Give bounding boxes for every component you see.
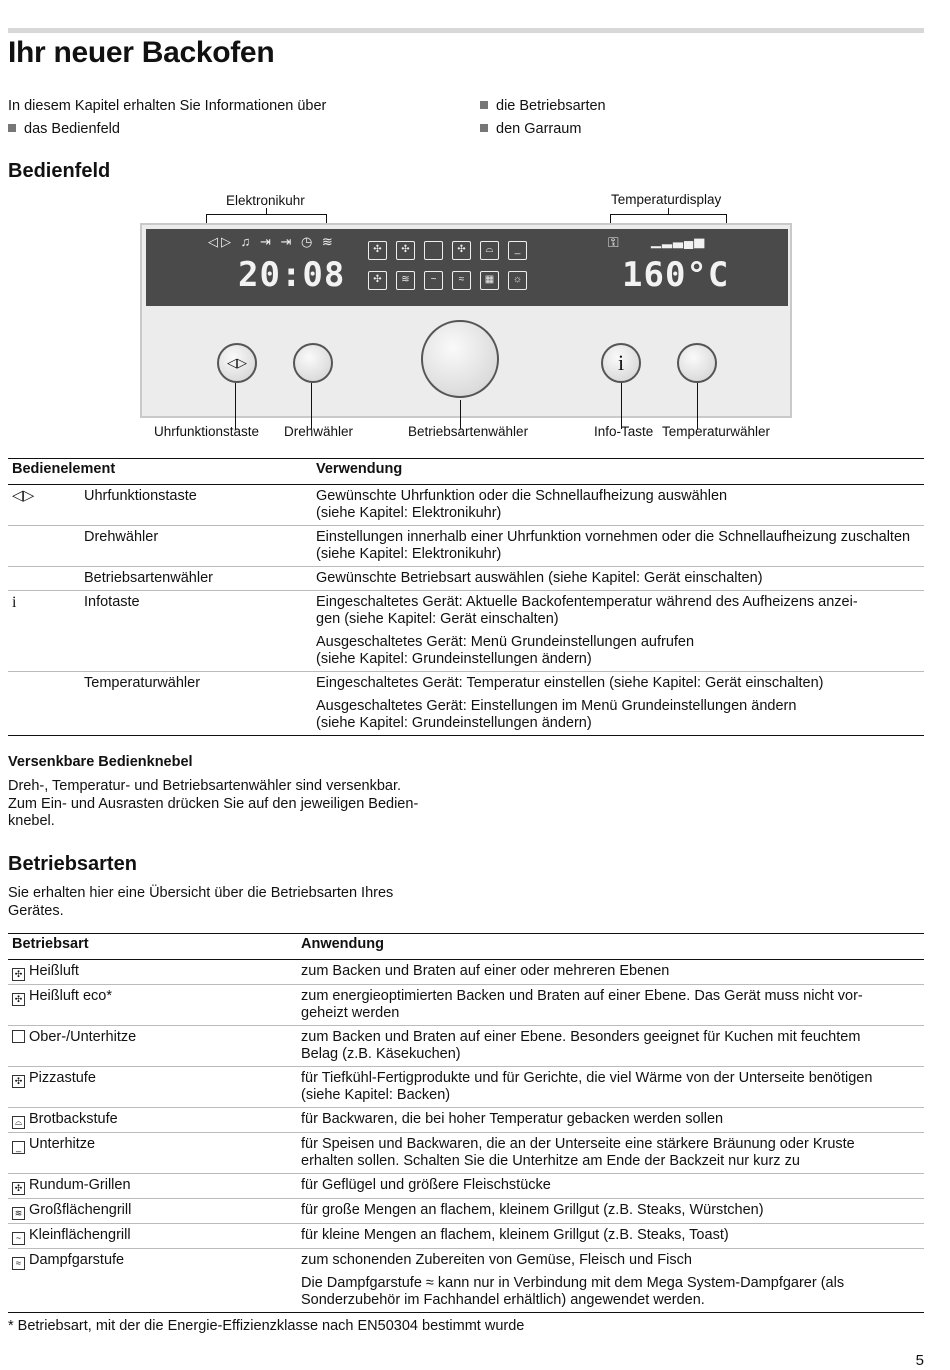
fan-eco-icon: ✣ xyxy=(12,993,25,1006)
versenkbar-text: Dreh-, Temperatur- und Betriebsartenwähler sind versenkbar. Zum Ein- und Ausrasten drücken Sie auf den jeweiligen Bedien- knebel. xyxy=(8,778,419,829)
grill-large-icon: ≋ xyxy=(396,271,415,290)
table-row: ~ Kleinflächengrill für kleine Mengen an flachem, kleinem Grillgut (z.B. Steaks, Toast) xyxy=(8,1224,924,1249)
modes-table xyxy=(8,933,924,1313)
table-row: Ober-/Unterhitze zum Backen und Braten auf einer Ebene. Besonders geeignet für Kuchen mit feuchtem Belag (z.B. Käsekuchen) xyxy=(8,1026,924,1067)
info-icon: i xyxy=(8,591,80,672)
callout-temperaturwaehler: Temperaturwähler xyxy=(662,424,771,439)
temperature-selector-knob[interactable] xyxy=(677,343,717,383)
display-screen xyxy=(146,229,788,306)
grill-small-icon: ~ xyxy=(12,1232,25,1245)
callout-drehwaehler: Drehwähler xyxy=(284,424,354,439)
grill-fan-icon: ✣ xyxy=(12,1182,25,1195)
intro-left xyxy=(8,95,468,141)
bread-icon: ⌓ xyxy=(480,241,499,260)
pizza-icon: ✣ xyxy=(452,241,471,260)
grid-icon: ▦ xyxy=(480,271,499,290)
grill-fan-icon: ✣ xyxy=(368,271,387,290)
bullet-icon xyxy=(480,101,488,109)
column-header: Anwendung xyxy=(297,934,924,960)
grill-large-icon: ≋ xyxy=(12,1207,25,1220)
column-header: Betriebsart xyxy=(8,934,297,960)
footnote: * Betriebsart, mit der die Energie-Effizienzklasse nach EN50304 bestimmt wurde xyxy=(8,1318,525,1334)
callout-elektronikuhr: Elektronikuhr xyxy=(226,193,305,208)
intro-lead: In diesem Kapitel erhalten Sie Informationen über xyxy=(8,98,327,114)
callout-uhrfunktionstaste: Uhrfunktionstaste xyxy=(154,424,260,439)
bottom-heat-icon: _ xyxy=(508,241,527,260)
table-row: ≋ Großflächengrill für große Mengen an flachem, kleinem Grillgut (z.B. Steaks, Würstchen) xyxy=(8,1199,924,1224)
top-bottom-heat-icon xyxy=(12,1030,25,1043)
callout-temperaturdisplay: Temperaturdisplay xyxy=(611,192,722,207)
top-rule xyxy=(8,28,924,33)
temperature-readout: 160°C xyxy=(622,255,730,295)
info-button[interactable]: i xyxy=(601,343,641,383)
page-number: 5 xyxy=(915,1352,924,1369)
callout-infotaste: Info-Taste xyxy=(594,424,654,439)
pizza-icon: ✣ xyxy=(12,1075,25,1088)
betriebsarten-intro: Sie erhalten hier eine Übersicht über die Betriebsarten Ihres Gerätes. xyxy=(8,885,394,919)
key-icon: ⚿ xyxy=(608,234,619,250)
table-row: i Infotaste Eingeschaltetes Gerät: Aktuelle Backofentemperatur während des Aufheizens anzei- gen (siehe Kapitel: Gerät einschalten) Ausgeschaltetes Gerät: Menü Grundeinstellungen aufrufen (siehe Kapitel: Grundeinstellungen ändern) xyxy=(8,591,924,672)
steam-icon: ≈ xyxy=(12,1257,25,1270)
column-header: Verwendung xyxy=(312,459,924,485)
table-row: ✣ Rundum-Grillen für Geflügel und größere Fleischstücke xyxy=(8,1174,924,1199)
bread-icon: ⌓ xyxy=(12,1116,25,1129)
subheading-versenkbar: Versenkbare Bedienknebel xyxy=(8,754,193,770)
table-row: Betriebsartenwähler Gewünschte Betriebsart auswählen (siehe Kapitel: Gerät einschalten) xyxy=(8,567,924,591)
heat-level-bars-icon: ▁▂▃▄▅ xyxy=(651,233,706,248)
table-row: ◁▷ Uhrfunktionstaste Gewünschte Uhrfunktion oder die Schnellaufheizung auswählen (siehe Kapitel: Elektronikuhr) xyxy=(8,485,924,526)
table-row: ✣ Pizzastufe für Tiefkühl-Fertigprodukte und für Gerichte, die viel Wärme von der Unterseite benötigen (siehe Kapitel: Backen) xyxy=(8,1067,924,1108)
bullet-icon xyxy=(480,124,488,132)
table-row: ✣ Heißluft eco* zum energieoptimierten Backen und Braten auf einer Ebene. Das Gerät muss nicht vor- geheizt werden xyxy=(8,985,924,1026)
bottom-heat-icon: _ xyxy=(12,1141,25,1154)
column-header: Bedienelement xyxy=(8,459,312,485)
mode-selector-knob[interactable] xyxy=(421,320,499,398)
intro-item: die Betriebsarten xyxy=(480,95,920,118)
table-row: Temperaturwähler Eingeschaltetes Gerät: Temperatur einstellen (siehe Kapitel: Gerät einschalten) Ausgeschaltetes Gerät: Einstellungen im Menü Grundeinstellungen ändern (siehe Kapitel: Grundeinstellungen ändern) xyxy=(8,672,924,736)
clock-function-icons: ◁▷ ♫ ⇥ ⇥ ◷ ≋ xyxy=(208,234,336,249)
lamp-icon: ☼ xyxy=(508,271,527,290)
grill-small-icon: ~ xyxy=(424,271,443,290)
table-row: Drehwähler Einstellungen innerhalb einer Uhrfunktion vornehmen oder die Schnellaufheizung zuschalten (siehe Kapitel: Elektronikuhr) xyxy=(8,526,924,567)
section-heading-bedienfeld: Bedienfeld xyxy=(8,160,111,182)
control-panel-illustration xyxy=(140,190,800,440)
table-row: ✣ Heißluft zum Backen und Braten auf einer oder mehreren Ebenen xyxy=(8,960,924,985)
clock-function-icon: ◁▷ xyxy=(12,488,35,504)
section-heading-betriebsarten: Betriebsarten xyxy=(8,853,137,875)
fan-icon: ✣ xyxy=(12,968,25,981)
fan-eco-icon: ✣ xyxy=(396,241,415,260)
table-row: _ Unterhitze für Speisen und Backwaren, die an der Unterseite eine stärkere Bräunung oder Kruste erhalten sollen. Schalten Sie die Unterhitze am Ende der Backzeit nur kurz zu xyxy=(8,1133,924,1174)
clock-function-button[interactable]: ◁▷ xyxy=(217,343,257,383)
intro-right xyxy=(480,95,920,141)
fan-icon: ✣ xyxy=(368,241,387,260)
bullet-icon xyxy=(8,124,16,132)
controls-table xyxy=(8,458,924,736)
rotary-selector-knob[interactable] xyxy=(293,343,333,383)
page-title: Ihr neuer Backofen xyxy=(8,36,275,69)
oven-panel xyxy=(140,223,792,418)
top-bottom-heat-icon xyxy=(424,241,443,260)
intro-item: den Garraum xyxy=(480,118,920,141)
steam-icon: ≈ xyxy=(452,271,471,290)
clock-readout: 20:08 xyxy=(238,255,346,295)
intro-item: das Bedienfeld xyxy=(8,118,468,141)
callout-betriebsartenwaehler: Betriebsartenwähler xyxy=(408,424,529,439)
table-row: ≈ Dampfgarstufe zum schonenden Zubereiten von Gemüse, Fleisch und Fisch Die Dampfgarstufe ≈ kann nur in Verbindung mit dem Mega System-Dampfgarer (als Sonderzubehör im Fachhandel erhältlich) angewendet werden. xyxy=(8,1249,924,1313)
table-row: ⌓ Brotbackstufe für Backwaren, die bei hoher Temperatur gebacken werden sollen xyxy=(8,1108,924,1133)
